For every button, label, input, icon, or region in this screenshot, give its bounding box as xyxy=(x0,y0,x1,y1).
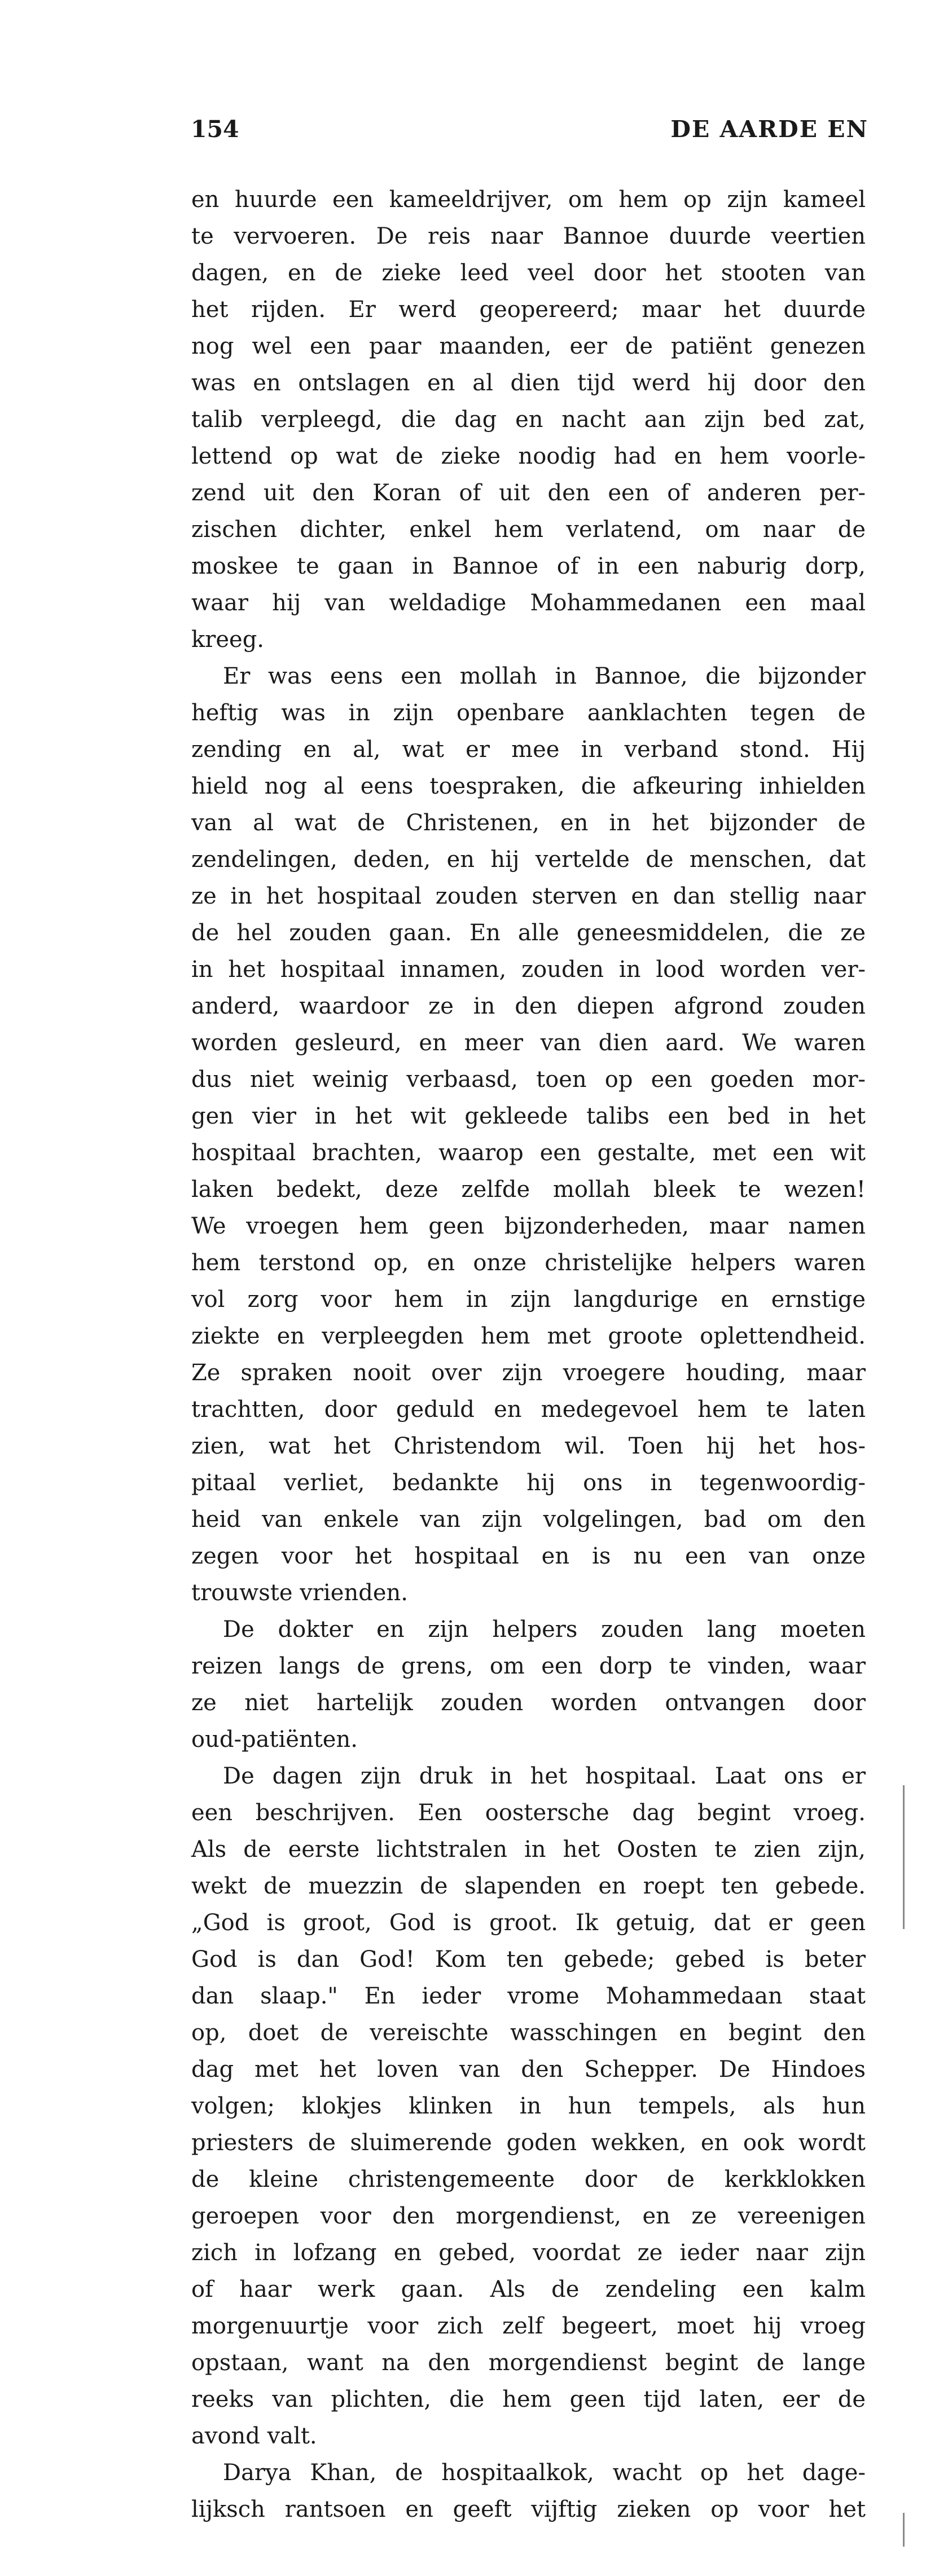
text-line: trachtten, door geduld en medegevoel hem te laten xyxy=(191,1397,866,1423)
text-line: De dokter en zijn helpers zouden lang moeten xyxy=(223,1617,866,1643)
text-line: heid van enkele van zijn volgelingen, bad om den xyxy=(191,1507,866,1533)
margin-rule xyxy=(903,1785,905,1929)
paragraph xyxy=(191,1758,866,2455)
text-line: zich in lofzang en gebed, voordat ze ieder naar zijn xyxy=(191,2240,866,2266)
text-line: reizen langs de grens, om een dorp te vinden, waar xyxy=(191,1653,866,1679)
text-line: moskee te gaan in Bannoe of in een naburig dorp, xyxy=(191,553,866,579)
text-line: kreeg. xyxy=(191,627,265,653)
text-line: ze in het hospitaal zouden sterven en dan stellig naar xyxy=(191,883,866,909)
text-line: was en ontslagen en al dien tijd werd hij door den xyxy=(191,370,866,396)
text-line: reeks van plichten, die hem geen tijd laten, eer de xyxy=(191,2386,866,2412)
text-line: zegen voor het hospitaal en is nu een van onze xyxy=(191,1543,866,1569)
text-line: heftig was in zijn openbare aanklachten tegen de xyxy=(191,700,866,726)
body-text xyxy=(191,182,866,2528)
text-line: dus niet weinig verbaasd, toen op een goeden mor- xyxy=(191,1067,866,1093)
text-line: Ze spraken nooit over zijn vroegere houding, maar xyxy=(191,1360,866,1386)
text-line: anderd, waardoor ze in den diepen afgrond zouden xyxy=(191,993,866,1019)
text-line: pitaal verliet, bedankte hij ons in tegenwoordig- xyxy=(191,1470,866,1496)
text-line: lijksch rantsoen en geeft vijftig zieken op voor het xyxy=(191,2496,866,2522)
paragraph xyxy=(191,658,866,1611)
paragraph xyxy=(191,1611,866,1758)
text-line: wekt de muezzin de slapenden en roept ten gebede. xyxy=(191,1873,866,1899)
text-line: hospitaal brachten, waarop een gestalte, met een wit xyxy=(191,1140,866,1166)
text-line: gen vier in het wit gekleede talibs een bed in het xyxy=(191,1103,866,1129)
text-line: dag met het loven van den Schepper. De Hindoes xyxy=(191,2057,866,2082)
text-line: een beschrijven. Een oostersche dag begint vroeg. xyxy=(191,1800,866,1826)
text-line: de kleine christengemeente door de kerkklokken xyxy=(191,2167,866,2192)
text-line: op, doet de vereischte wasschingen en begint den xyxy=(191,2020,866,2046)
text-line: volgen; klokjes klinken in hun tempels, als hun xyxy=(191,2093,866,2119)
text-line: zending en al, wat er mee in verband stond. Hij xyxy=(191,737,866,763)
text-line: ze niet hartelijk zouden worden ontvangen door xyxy=(191,1690,866,1716)
page-number: 154 xyxy=(191,116,239,143)
text-line: „God is groot, God is groot. Ik getuig, dat er geen xyxy=(191,1910,866,1936)
text-line: geroepen voor den morgendienst, en ze vereenigen xyxy=(191,2203,866,2229)
text-line: hield nog al eens toespraken, die afkeuring inhielden xyxy=(191,773,866,799)
text-line: trouwste vrienden. xyxy=(191,1580,408,1606)
text-line: worden gesleurd, en meer van dien aard. We waren xyxy=(191,1030,866,1056)
text-line: laken bedekt, deze zelfde mollah bleek te wezen! xyxy=(191,1177,866,1203)
text-line: van al wat de Christenen, en in het bijzonder de xyxy=(191,810,866,836)
text-line: oud-patiënten. xyxy=(191,1727,358,1752)
text-line: en huurde een kameeldrijver, om hem op zijn kameel xyxy=(191,187,866,213)
text-line: lettend op wat de zieke noodig had en hem voorle- xyxy=(191,443,866,469)
text-line: God is dan God! Kom ten gebede; gebed is beter xyxy=(191,1947,866,1972)
text-line: De dagen zijn druk in het hospitaal. Laat ons er xyxy=(223,1763,866,1789)
text-line: in het hospitaal innamen, zouden in lood worden ver- xyxy=(191,957,866,983)
text-line: ziekte en verpleegden hem met groote oplettendheid. xyxy=(191,1323,866,1349)
running-title: DE AARDE EN xyxy=(670,116,868,143)
page-header xyxy=(191,116,868,149)
text-line: Darya Khan, de hospitaalkok, wacht op het dage- xyxy=(223,2460,866,2486)
text-line: zend uit den Koran of uit den een of anderen per- xyxy=(191,480,866,506)
text-line: priesters de sluimerende goden wekken, en ook wordt xyxy=(191,2130,866,2156)
text-line: opstaan, want na den morgendienst begint de lange xyxy=(191,2350,866,2376)
text-line: waar hij van weldadige Mohammedanen een maal xyxy=(191,590,866,616)
text-line: dagen, en de zieke leed veel door het stooten van xyxy=(191,260,866,286)
text-line: zischen dichter, enkel hem verlatend, om naar de xyxy=(191,517,866,543)
text-line: de hel zouden gaan. En alle geneesmiddelen, die ze xyxy=(191,920,866,946)
text-line: of haar werk gaan. Als de zendeling een kalm xyxy=(191,2276,866,2302)
text-line: zien, wat het Christendom wil. Toen hij het hos- xyxy=(191,1433,866,1459)
text-line: hem terstond op, en onze christelijke helpers waren xyxy=(191,1250,866,1276)
text-line: talib verpleegd, die dag en nacht aan zijn bed zat, xyxy=(191,407,866,433)
text-line: avond valt. xyxy=(191,2423,317,2449)
text-line: dan slaap." En ieder vrome Mohammedaan staat xyxy=(191,1983,866,2009)
text-line: te vervoeren. De reis naar Bannoe duurde veertien xyxy=(191,223,866,249)
text-line: vol zorg voor hem in zijn langdurige en ernstige xyxy=(191,1287,866,1313)
text-line: Als de eerste lichtstralen in het Oosten te zien zijn, xyxy=(191,1837,866,1862)
paragraph xyxy=(191,182,866,658)
text-line: morgenuurtje voor zich zelf begeert, moet hij vroeg xyxy=(191,2313,866,2339)
text-line: We vroegen hem geen bijzonderheden, maar namen xyxy=(191,1213,866,1239)
paragraph xyxy=(191,2455,866,2528)
text-line: het rijden. Er werd geopereerd; maar het duurde xyxy=(191,297,866,323)
text-line: Er was eens een mollah in Bannoe, die bijzonder xyxy=(223,663,866,689)
margin-rule xyxy=(903,2513,905,2547)
text-line: zendelingen, deden, en hij vertelde de menschen, dat xyxy=(191,847,866,873)
text-line: nog wel een paar maanden, eer de patiënt genezen xyxy=(191,333,866,359)
